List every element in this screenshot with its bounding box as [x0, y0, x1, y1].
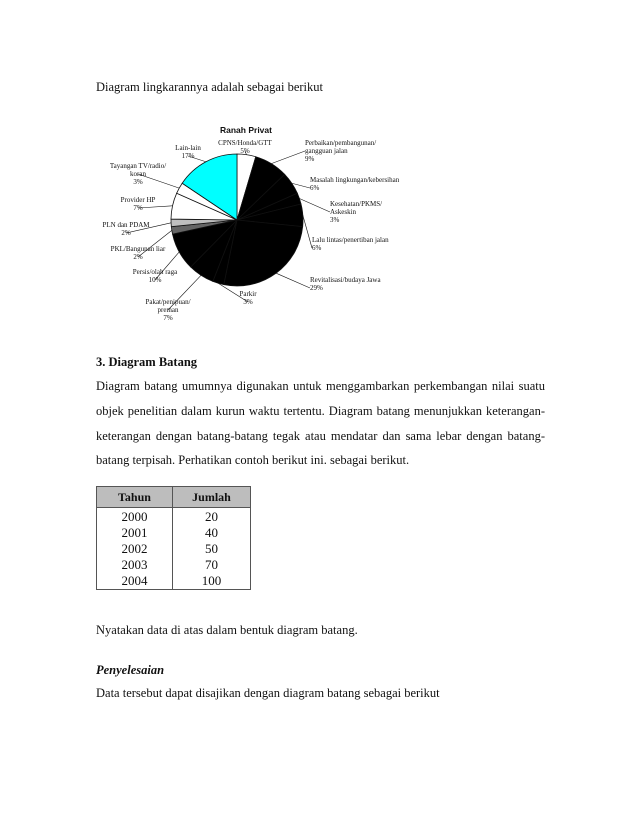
slice-percent-label: 10% [148, 276, 162, 284]
pie-chart [100, 118, 430, 328]
slice-percent-label: 29% [310, 284, 323, 292]
slice-label: Parkir [239, 290, 257, 298]
slice-label: CPNS/Honda/GTT [218, 139, 272, 147]
cell-amount: 50 [205, 540, 218, 556]
slice-percent-label: 3% [133, 178, 143, 186]
header-jumlah: Jumlah [173, 487, 251, 508]
leader-line [299, 199, 330, 212]
slice-label: gangguan jalan [305, 147, 348, 155]
slice-label: Tayangan TV/radio/ [109, 162, 167, 170]
slice-label: Lain-lain [175, 144, 201, 152]
cell-year: 2002 [97, 540, 173, 556]
cell-year: 2004 [97, 573, 173, 590]
data-table [96, 486, 251, 590]
cell-amount: 100 [201, 573, 222, 589]
slice-percent-label: 9% [305, 155, 315, 163]
table-header-row [97, 487, 251, 508]
slice-percent-label: 5% [240, 147, 250, 155]
leader-line [138, 230, 172, 257]
slice-percent-label: 17% [181, 152, 195, 160]
slice-percent-label: 3% [243, 298, 253, 306]
table-row [97, 508, 251, 525]
leader-line [303, 215, 312, 248]
slice-percent-label: 2% [121, 229, 131, 237]
paragraph-line-2: objek penelitian dalam kurun waktu tertentu. Diagram batang menunjukkan keterangan- [96, 404, 545, 418]
slice-percent-label: 2% [133, 253, 143, 261]
cell-year: 2001 [97, 524, 173, 540]
slice-percent-label: 6% [312, 244, 322, 252]
slice-label: Provider HP [120, 196, 156, 204]
pie-slice [224, 220, 303, 286]
paragraph-line-1: Diagram batang umumnya digunakan untuk menggambarkan perkembangan nilai suatu [96, 379, 545, 393]
slice-label: PLN dan PDAM [102, 221, 150, 229]
solution-heading: Penyelesaian [96, 663, 165, 677]
section-heading: 3. Diagram Batang [96, 355, 198, 369]
slice-label: PKL/Bangunan liar [110, 245, 166, 253]
paragraph-line-3: keterangan dengan batang-batang tegak atau mendatar dan sama lebar dengan batang- [96, 429, 545, 443]
slice-label: Persis/olah raga [132, 268, 178, 276]
slice-label: koran [130, 170, 146, 178]
cell-amount: 20 [205, 508, 218, 524]
slice-percent-label: 7% [133, 204, 143, 212]
table-row [97, 524, 251, 540]
chart-title: Ranah Privat [220, 125, 272, 135]
cell-amount: 40 [205, 524, 218, 540]
table-row [97, 557, 251, 573]
header-tahun: Tahun [97, 487, 173, 508]
slice-label: Kesehatan/PKMS/ [330, 200, 383, 208]
slice-label: Lalu lintas/penertiban jalan [312, 236, 389, 244]
slice-label: Askeskin [330, 208, 357, 216]
table-row [97, 540, 251, 556]
leader-line [138, 206, 173, 208]
leader-line [276, 273, 310, 288]
slice-label: Masalah lingkungan/kebersihan [310, 176, 400, 184]
cell-amount: 70 [205, 557, 218, 573]
slice-label: Perbaikan/pembangunan/ [305, 139, 377, 147]
slice-label: Revitalisasi/budaya Jawa [310, 276, 381, 284]
leader-line [271, 151, 305, 164]
slice-percent-label: 7% [163, 314, 173, 322]
intro-text: Diagram lingkarannya adalah sebagai berikut [96, 80, 323, 94]
table-row [97, 573, 251, 590]
cell-year: 2000 [97, 508, 173, 525]
solution-text: Data tersebut dapat disajikan dengan diagram batang sebagai berikut [96, 686, 440, 700]
paragraph-line-4: batang terpisah. Perhatikan contoh berikut ini. sebagai berikut. [96, 453, 410, 467]
slice-label: preman [157, 306, 179, 314]
slice-percent-label: 3% [330, 216, 340, 224]
slice-label: Pakat/penipuan/ [145, 298, 191, 306]
question-text: Nyatakan data di atas dalam bentuk diagram batang. [96, 623, 358, 637]
cell-year: 2003 [97, 557, 173, 573]
slice-percent-label: 6% [310, 184, 320, 192]
